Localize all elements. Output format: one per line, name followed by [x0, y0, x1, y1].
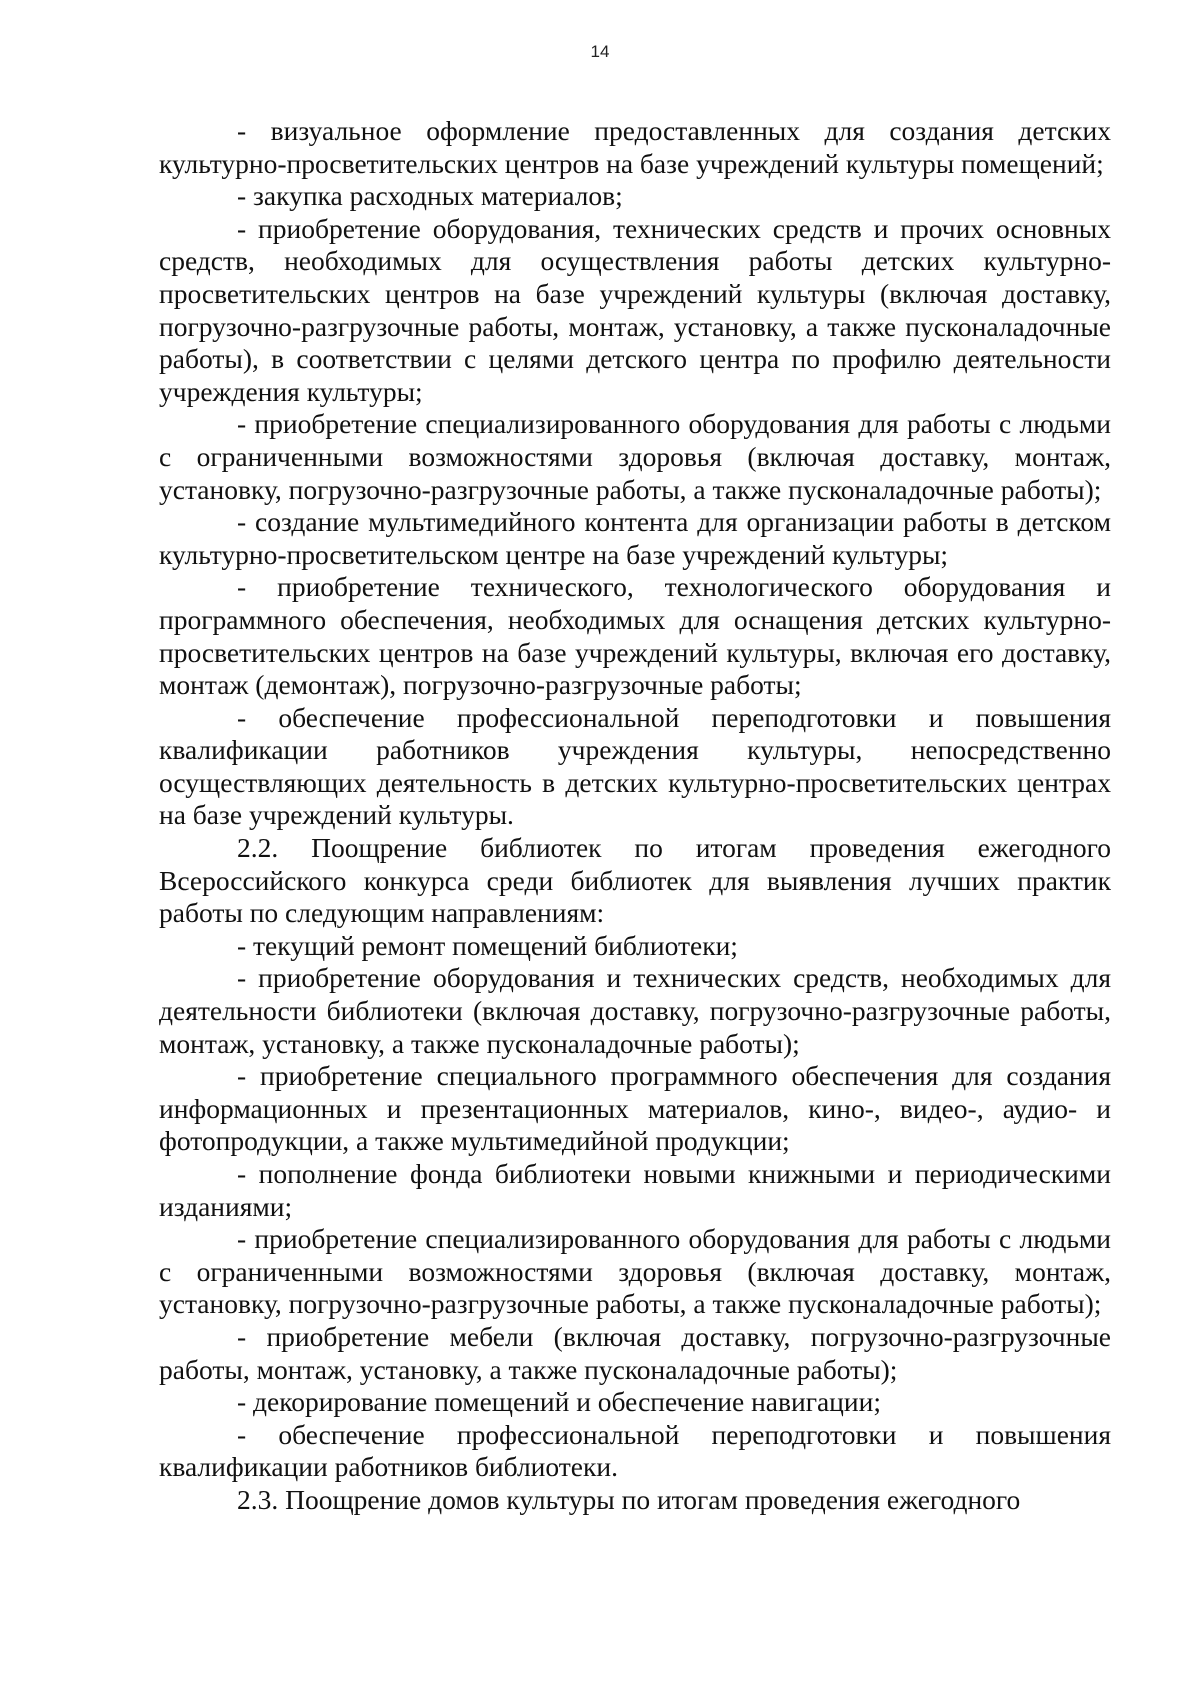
paragraph: - пополнение фонда библиотеки новыми книжными и периодическими изданиями;	[159, 1158, 1111, 1222]
paragraph: - приобретение специализированного оборудования для работы с людьми с ограниченными возможностями здоровья (включая доставку, монтаж, установку, погрузочно-разгрузочные работы, а также пусконаладочные работы);	[159, 408, 1111, 505]
paragraph: - обеспечение профессиональной переподготовки и повышения квалификации работников учреждения культуры, непосредственно осуществляющих деятельность в детских культурно-просветительских центрах на базе учреждений культуры.	[159, 701, 1111, 831]
paragraph: - приобретение технического, технологического оборудования и программного обеспечения, необходимых для оснащения детских культурно-просветительских центров на базе учреждений культуры, включая его доставку, монтаж (демонтаж), погрузочно-разгрузочные работы;	[159, 571, 1111, 701]
paragraph: - создание мультимедийного контента для организации работы в детском культурно-просветительском центре на базе учреждений культуры;	[159, 506, 1111, 570]
paragraph: - декорирование помещений и обеспечение навигации;	[237, 1386, 881, 1418]
paragraph: - закупка расходных материалов;	[237, 180, 623, 212]
page-number: 14	[590, 42, 610, 61]
paragraph: - приобретение мебели (включая доставку, погрузочно-разгрузочные работы, монтаж, установку, а также пусконаладочные работы);	[159, 1320, 1111, 1385]
paragraph: - приобретение специального программного обеспечения для создания информационных и презентационных материалов, кино-, видео-, аудио- и фотопродукции, а также мультимедийной продукции;	[159, 1060, 1111, 1157]
paragraph: - приобретение специализированного оборудования для работы с людьми с ограниченными возможностями здоровья (включая доставку, монтаж, установку, погрузочно-разгрузочные работы, а также пусконаладочные работы);	[159, 1223, 1111, 1320]
paragraph: - приобретение оборудования, технических средств и прочих основных средств, необходимых для осуществления работы детских культурно-просветительских центров на базе учреждений культуры (включая доставку, погрузочно-разгрузочные работы, монтаж, установку, а также пусконаладочные работы), в соответствии с целями детского центра по профилю деятельности учреждения культуры;	[159, 212, 1111, 407]
section-paragraph: 2.2. Поощрение библиотек по итогам проведения ежегодного Всероссийского конкурса среди библиотек для выявления лучших практик работы по следующим направлениям:	[159, 832, 1111, 929]
paragraph: - обеспечение профессиональной переподготовки и повышения квалификации работников библиотеки.	[159, 1418, 1111, 1483]
paragraph: - визуальное оформление предоставленных для создания детских культурно-просветительских центров на базе учреждений культуры помещений;	[159, 115, 1111, 179]
paragraph: - приобретение оборудования и технических средств, необходимых для деятельности библиотеки (включая доставку, погрузочно-разгрузочные работы, монтаж, установку, а также пусконаладочные работы);	[159, 962, 1111, 1059]
paragraph: - текущий ремонт помещений библиотеки;	[237, 929, 738, 961]
section-paragraph: 2.3. Поощрение домов культуры по итогам проведения ежегодного	[237, 1483, 1021, 1515]
document-body	[159, 115, 1111, 1517]
